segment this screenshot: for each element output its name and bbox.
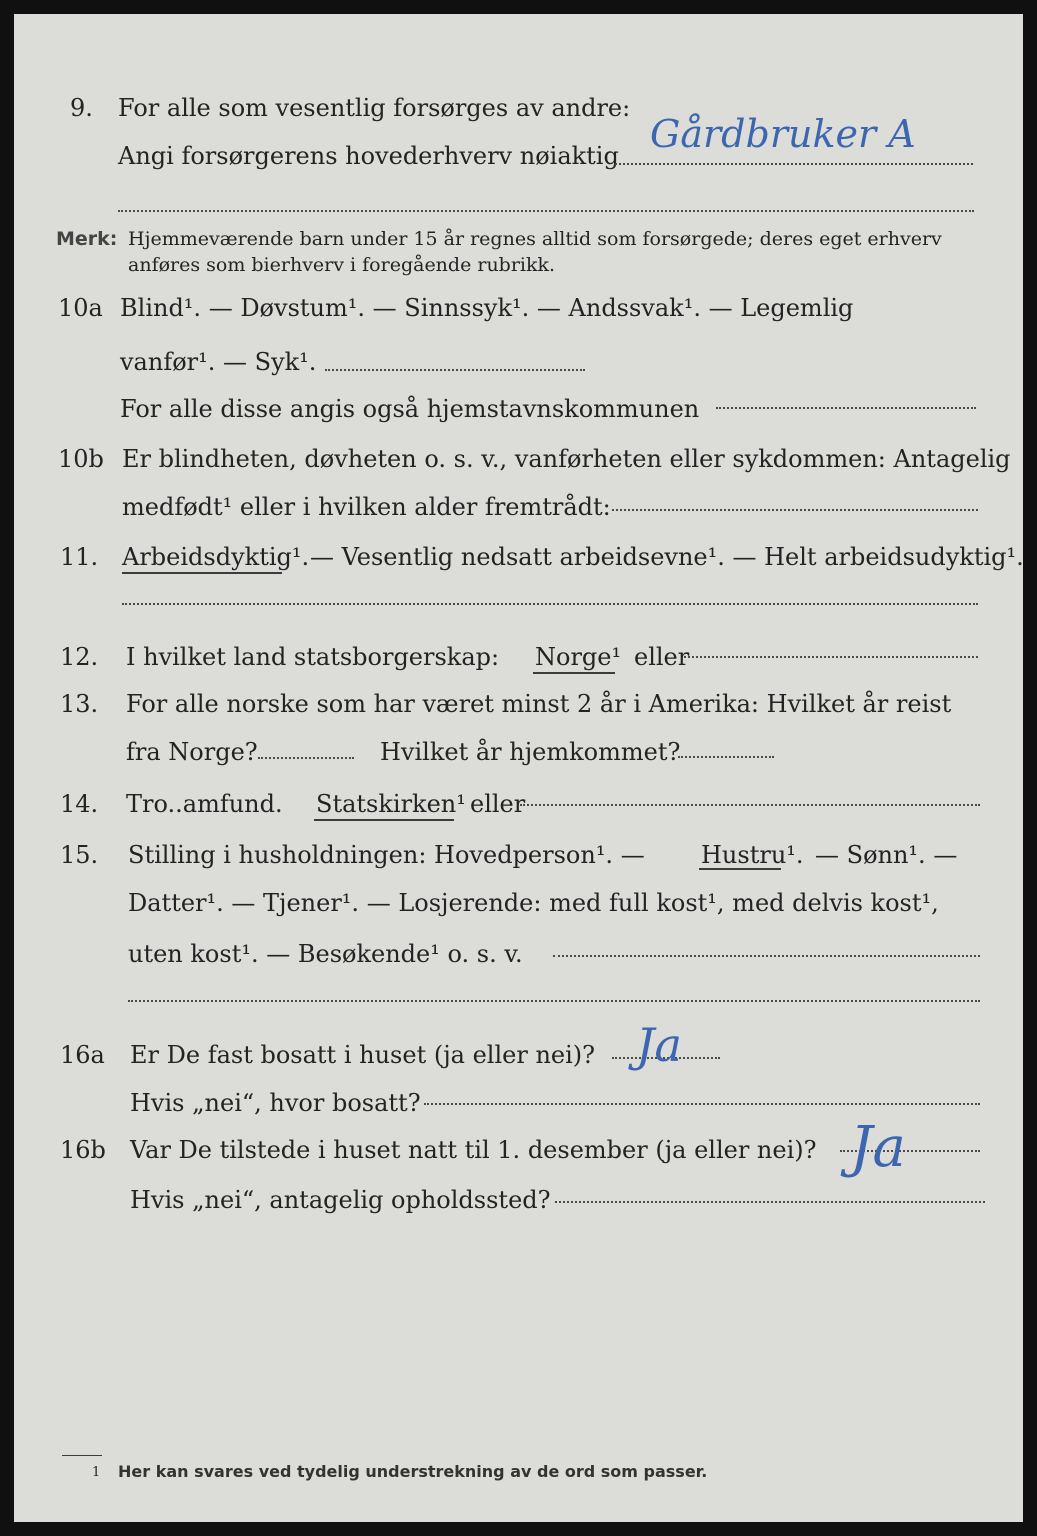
q10a-number: 10a <box>58 294 103 322</box>
q12-number: 12. <box>60 643 99 671</box>
q11-extra-line <box>122 603 978 605</box>
q13-left-line <box>258 757 354 759</box>
q13-line2a: fra Norge? <box>126 738 258 766</box>
q16b-number: 16b <box>60 1136 106 1164</box>
q12-text: I hvilket land statsborgerskap: <box>126 643 500 671</box>
q14-answer-line <box>520 804 980 806</box>
q15-answer-line <box>553 955 980 957</box>
q14-option-statskirken: Statskirken¹ <box>316 790 466 818</box>
q16a-line2: Hvis „nei“, hvor bosatt? <box>130 1089 421 1117</box>
q9-extra-line <box>118 210 974 212</box>
q16b-location-line <box>555 1201 985 1203</box>
merk-line1: Hjemmeværende barn under 15 år regnes alltid som forsørgede; deres eget erhverv <box>128 228 942 250</box>
q10b-line2: medfødt¹ eller i hvilken alder fremtrådt: <box>122 493 611 521</box>
q16a-line1: Er De fast bosatt i huset (ja eller nei)? <box>130 1041 596 1069</box>
q15-line1a: Stilling i husholdningen: Hovedperson¹. — <box>128 841 645 869</box>
q15-underline <box>699 868 781 870</box>
q10a-home-line <box>716 407 976 409</box>
q12-answer-line <box>684 656 978 658</box>
q16a-handwritten-answer: Ja <box>636 1018 682 1072</box>
footnote-rule <box>62 1455 102 1456</box>
q11-option-arbeidsdyktig: Arbeidsdyktig¹. <box>122 543 310 571</box>
q12-option-norge: Norge¹ <box>535 643 622 671</box>
q11-rest: — Vesentlig nedsatt arbeidsevne¹. — Helt arbeidsudyktig¹. <box>310 543 1024 571</box>
q15-line2: Datter¹. — Tjener¹. — Losjerende: med full kost¹, med delvis kost¹, <box>128 889 939 917</box>
q9-answer-line <box>615 163 973 165</box>
q11-number: 11. <box>60 543 99 571</box>
q16b-handwritten-answer: Ja <box>850 1115 906 1180</box>
q12-underline <box>533 672 615 674</box>
q10b-answer-line <box>612 509 978 511</box>
q13-line1: For alle norske som har været minst 2 år i Amerika: Hvilket år reist <box>126 690 952 718</box>
q10b-number: 10b <box>58 445 104 473</box>
q10a-line2: vanfør¹. — Syk¹. <box>120 348 317 376</box>
q15-extra-line <box>128 1000 980 1002</box>
q10a-line3: For alle disse angis også hjemstavnskommunen <box>120 395 700 423</box>
q15-line3: uten kost¹. — Besøkende¹ o. s. v. <box>128 940 523 968</box>
q16a-number: 16a <box>60 1041 105 1069</box>
q9-handwritten-answer: Gårdbruker A <box>650 112 916 156</box>
q10a-answer-line <box>325 369 585 371</box>
q16a-residence-line <box>424 1103 980 1105</box>
q15-number: 15. <box>60 841 99 869</box>
q14-number: 14. <box>60 790 99 818</box>
q14-text: Tro..amfund. <box>126 790 283 818</box>
q11-underline <box>122 572 282 574</box>
q9-line1: For alle som vesentlig forsørges av andre: <box>118 94 631 122</box>
q13-line2b: Hvilket år hjemkommet? <box>380 738 681 766</box>
q9-line2: Angi forsørgerens hovederhverv nøiaktig <box>118 142 619 170</box>
q12-eller: eller <box>634 643 690 671</box>
q13-right-line <box>678 756 774 758</box>
q15-line1b: — Sønn¹. — <box>815 841 958 869</box>
q14-underline <box>314 819 454 821</box>
q9-number: 9. <box>70 94 93 122</box>
footnote-text: Her kan svares ved tydelig understrekning av de ord som passer. <box>118 1462 708 1481</box>
q10b-line1: Er blindheten, døvheten o. s. v., vanførheten eller sykdommen: Antagelig <box>122 445 1011 473</box>
q13-number: 13. <box>60 690 99 718</box>
q16b-line1: Var De tilstede i huset natt til 1. desember (ja eller nei)? <box>130 1136 817 1164</box>
q15-option-hustru: Hustru¹. <box>701 841 804 869</box>
q10a-line1: Blind¹. — Døvstum¹. — Sinnssyk¹. — Andssvak¹. — Legemlig <box>120 294 854 322</box>
footnote-mark: 1 <box>92 1465 101 1480</box>
q16b-line2: Hvis „nei“, antagelig opholdssted? <box>130 1186 551 1214</box>
q14-eller: eller <box>470 790 526 818</box>
merk-line2: anføres som bierhverv i foregående rubrikk. <box>128 254 556 276</box>
merk-label: Merk: <box>56 228 118 250</box>
